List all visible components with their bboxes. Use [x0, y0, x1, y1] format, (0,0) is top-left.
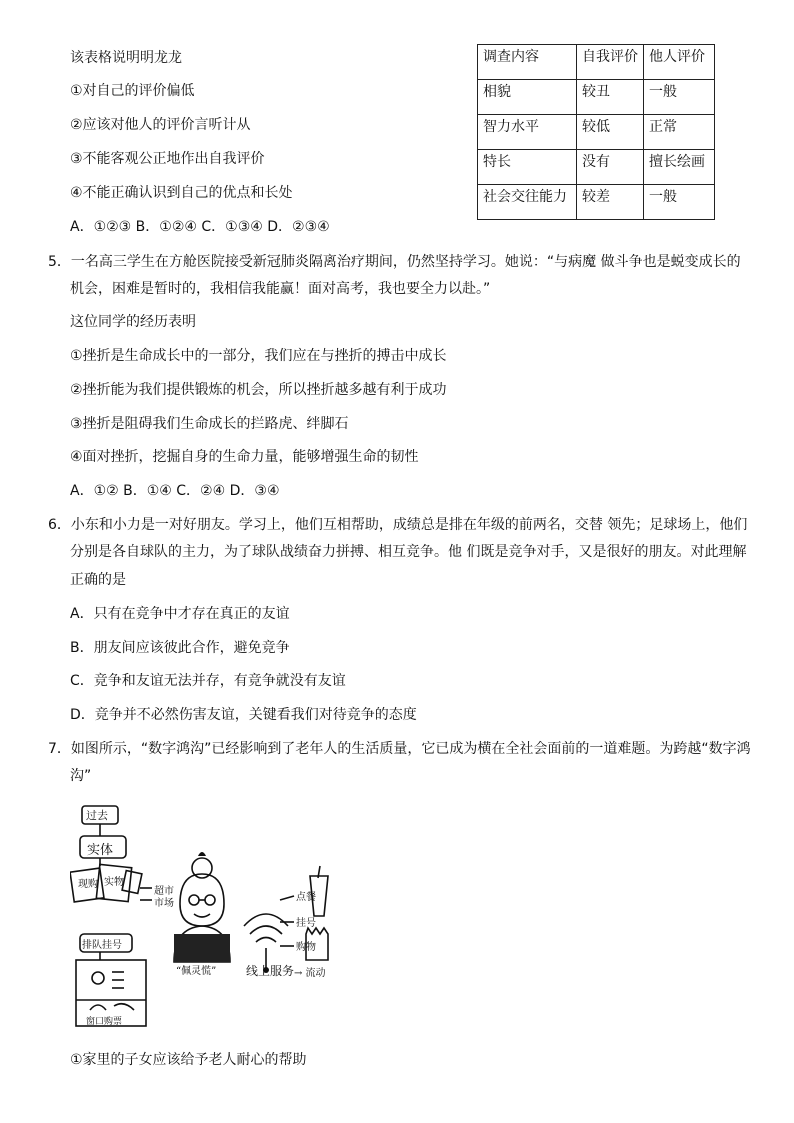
q6-option-d: D．竞争并不必然伤害友谊，关键看我们对待竞争的态度 — [70, 707, 417, 723]
label-item-meal: 点餐 — [296, 892, 316, 903]
label-supermarket: 超市 — [154, 886, 174, 897]
q6-line-3: 正确的是 — [70, 572, 126, 588]
label-online: 线上服务 — [246, 964, 295, 978]
label-flow: → 流动 — [294, 968, 326, 979]
q6-option-b: B．朋友间应该彼此合作，避免竞争 — [70, 640, 290, 656]
table-cell: 智力水平 — [478, 115, 577, 150]
table-cell: 较丑 — [577, 80, 644, 115]
table-cell: 一般 — [644, 185, 715, 220]
q6-option-a: A．只有在竞争中才存在真正的友谊 — [70, 606, 290, 622]
label-grandma: “佩灵慌” — [176, 966, 217, 977]
table-header: 自我评价 — [577, 45, 644, 80]
q5-line-1: 5．一名高三学生在方舱医院接受新冠肺炎隔离治疗期间，仍然坚持学习。她说：“与病魔 做斗争也是蜕变成长的 — [48, 254, 741, 270]
q6-line-1: 6．小东和小力是一对好朋友。学习上，他们互相帮助，成绩总是排在年级的前两名，交替 领先；足球场上，他们 — [48, 517, 748, 533]
label-goods: 实物 — [104, 877, 124, 888]
table-cell: 相貌 — [478, 80, 577, 115]
label-past: 过去 — [86, 809, 108, 822]
q7-option-1: ①家里的子女应该给予老人耐心的帮助 — [70, 1052, 307, 1068]
survey-table — [477, 44, 715, 220]
table-row — [478, 80, 715, 115]
q4-option-4: ④不能正确认识到自己的优点和长处 — [70, 185, 293, 201]
table-cell: 一般 — [644, 80, 715, 115]
table-row — [478, 185, 715, 220]
q7-line-1: 7．如图所示，“数字鸿沟”已经影响到了老年人的生活质量，它已成为横在全社会面前的一道难题。为跨越“数字鸿 — [48, 741, 751, 757]
table-row — [478, 115, 715, 150]
table-header-row — [478, 45, 715, 80]
q5-option-1: ①挫折是生命成长中的一部分，我们应在与挫折的搏击中成长 — [70, 348, 447, 364]
table-cell: 没有 — [577, 150, 644, 185]
label-window: 窗口购票 — [86, 1017, 123, 1027]
q5-option-3: ③挫折是阻碍我们生命成长的拦路虎、绊脚石 — [70, 416, 349, 432]
label-item-register: 挂号 — [296, 918, 316, 929]
label-cash: 现购 — [78, 879, 98, 890]
label-physical: 实体 — [87, 843, 114, 858]
q4-option-1: ①对自己的评价偏低 — [70, 83, 195, 99]
q5-line-2: 机会，困难是暂时的，我相信我能赢！面对高考，我也要全力以赴。” — [70, 281, 491, 297]
q4-choices: A．①②③ B．①②④ C．①③④ D．②③④ — [70, 219, 330, 235]
q4-stem: 该表格说明明龙龙 — [70, 50, 182, 66]
digital-divide-illustration — [70, 800, 330, 1035]
q4-option-3: ③不能客观公正地作出自我评价 — [70, 151, 265, 167]
table-cell: 较低 — [577, 115, 644, 150]
q5-choices: A．①② B．①④ C．②④ D．③④ — [70, 483, 280, 499]
table-header: 调查内容 — [478, 45, 577, 80]
label-item-shop: 购物 — [296, 942, 316, 953]
table-cell: 较差 — [577, 185, 644, 220]
q6-option-c: C．竞争和友谊无法并存，有竞争就没有友谊 — [70, 673, 346, 689]
label-market: 市场 — [154, 898, 174, 909]
table-cell: 擅长绘画 — [644, 150, 715, 185]
table-row — [478, 150, 715, 185]
table-header: 他人评价 — [644, 45, 715, 80]
label-queue: 排队挂号 — [82, 940, 122, 951]
q4-option-2: ②应该对他人的评价言听计从 — [70, 117, 251, 133]
q5-stem: 这位同学的经历表明 — [70, 314, 196, 330]
q7-line-2: 沟” — [70, 768, 92, 784]
q5-option-4: ④面对挫折，挖掘自身的生命力量，能够增强生命的韧性 — [70, 449, 419, 465]
table-cell: 特长 — [478, 150, 577, 185]
q5-option-2: ②挫折能为我们提供锻炼的机会，所以挫折越多越有利于成功 — [70, 382, 447, 398]
q6-line-2: 分别是各自球队的主力，为了球队战绩奋力拼搏、相互竞争。他 们既是竞争对手，又是很好的朋友。对此理解 — [70, 544, 747, 560]
table-cell: 正常 — [644, 115, 715, 150]
table-cell: 社会交往能力 — [478, 185, 577, 220]
